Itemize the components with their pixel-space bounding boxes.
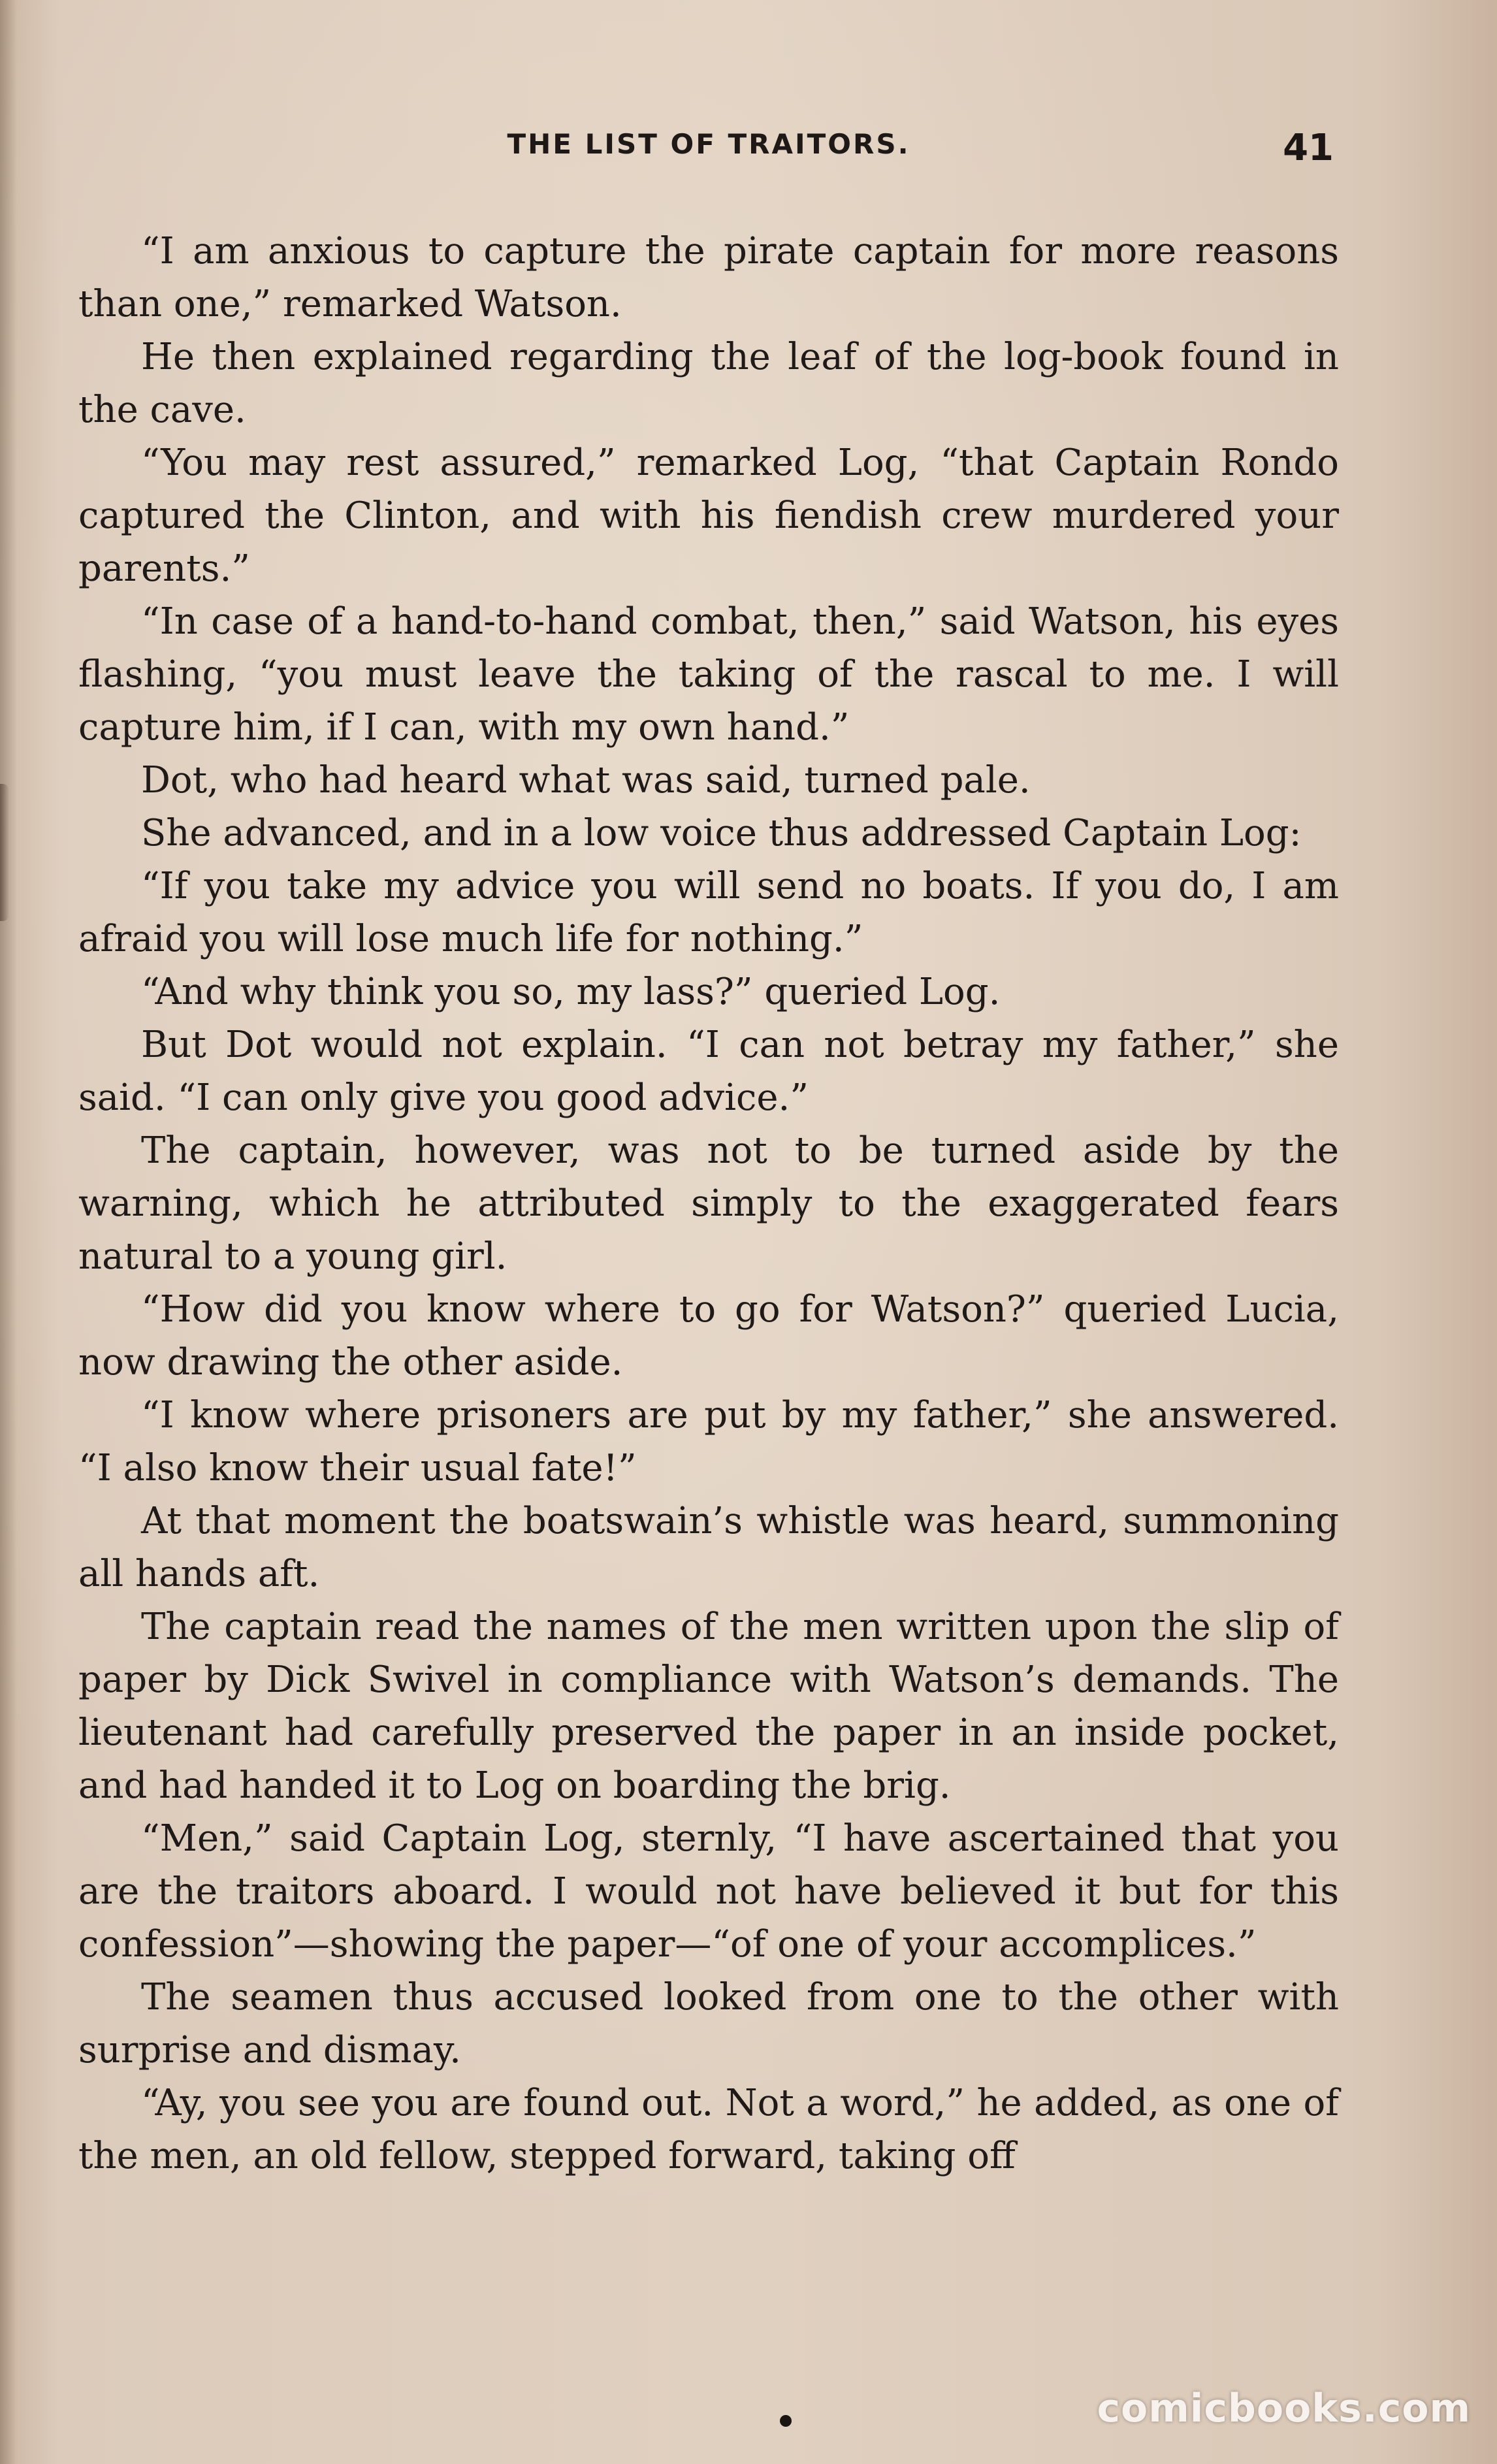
paragraph-2: He then explained regarding the leaf of the log-book found in the cave. bbox=[78, 336, 1339, 431]
paragraph-17: “Ay, you see you are found out. Not a word,” he added, as one of the men, an old fellow, stepped forward, taking off bbox=[78, 2082, 1339, 2177]
body-text bbox=[78, 225, 1339, 2380]
paragraph-11: “How did you know where to go for Watson?” queried Lucia, now drawing the other aside. bbox=[78, 1288, 1339, 1384]
paragraph-8: “And why think you so, my lass?” queried Log. bbox=[141, 971, 1001, 1013]
paragraph-5: Dot, who had heard what was said, turned pale. bbox=[141, 759, 1031, 802]
paragraph-15: “Men,” said Captain Log, sternly, “I have ascertained that you are the traitors aboard. I would not have believed it but for this confession”—showing the paper—“of one of your accomplices.” bbox=[78, 1817, 1339, 1966]
paragraph-16: The seamen thus accused looked from one to the other with surprise and dismay. bbox=[78, 1976, 1339, 2071]
paragraph-6: She advanced, and in a low voice thus addressed Captain Log: bbox=[141, 812, 1302, 854]
paragraph-3: “You may rest assured,” remarked Log, “that Captain Rondo captured the Clinton, and with his fiendish crew murdered your parents.” bbox=[78, 442, 1339, 590]
paragraph-1: “I am anxious to capture the pirate captain for more reasons than one,” remarked Watson. bbox=[78, 230, 1339, 325]
paragraph-12: “I know where prisoners are put by my father,” she answered. “I also know their usual fate!” bbox=[78, 1394, 1339, 1489]
paragraph-7: “If you take my advice you will send no boats. If you do, I am afraid you will lose much life for nothing.” bbox=[78, 865, 1339, 960]
page-dot-mark bbox=[780, 2415, 792, 2427]
running-head bbox=[78, 122, 1339, 176]
page-gutter-shadow bbox=[0, 0, 17, 2464]
binding-mark bbox=[0, 784, 9, 921]
paragraph-9: But Dot would not explain. “I can not betray my father,” she said. “I can only give you good advice.” bbox=[78, 1024, 1339, 1119]
paragraph-4: “In case of a hand-to-hand combat, then,” said Watson, his eyes flashing, “you must leave the taking of the rascal to me. I will capture him, if I can, with my own hand.” bbox=[78, 600, 1339, 749]
paragraph-10: The captain, however, was not to be turned aside by the warning, which he attributed simply to the exaggerated fears natural to a young girl. bbox=[78, 1129, 1339, 1278]
site-watermark: comicbooks.com bbox=[1097, 2386, 1471, 2431]
page-number: 41 bbox=[1283, 127, 1334, 169]
running-title: THE LIST OF TRAITORS. bbox=[507, 128, 910, 160]
paragraph-13: At that moment the boatswain’s whistle was heard, summoning all hands aft. bbox=[78, 1500, 1339, 1595]
paragraph-14: The captain read the names of the men written upon the slip of paper by Dick Swivel in compliance with Watson’s demands. The lieutenant had carefully preserved the paper in an inside pocket, and had handed it to Log on boarding the brig. bbox=[78, 1606, 1339, 1807]
